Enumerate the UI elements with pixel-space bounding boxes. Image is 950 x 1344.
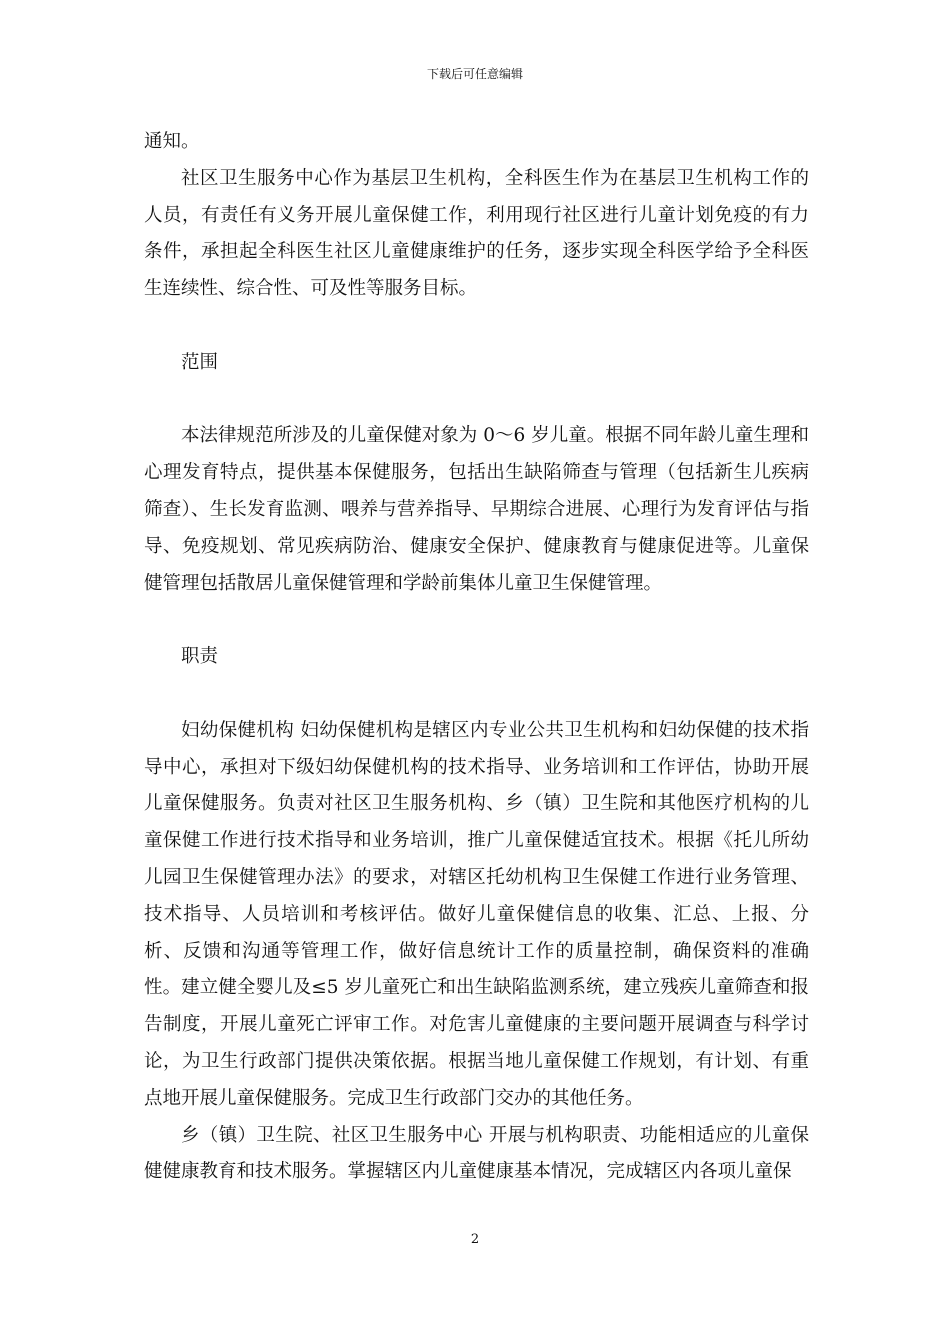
- paragraph-community-health: 社区卫生服务中心作为基层卫生机构，全科医生作为在基层卫生机构工作的人员，有责任有义务开展儿童保健工作，利用现行社区进行儿童计划免疫的有力条件，承担起全科医生社区儿童健康维护的任务，逐步实现全科医学给予全科医生连续性、综合性、可及性等服务目标。: [144, 167, 809, 300]
- page-number: 2: [470, 1232, 480, 1247]
- paragraph-maternal-child-institution: 妇幼保健机构 妇幼保健机构是辖区内专业公共卫生机构和妇幼保健的技术指导中心，承担对下级妇幼保健机构的技术指导、业务培训和工作评估，协助开展儿童保健服务。负责对社区卫生服务机构、乡（镇）卫生院和其他医疗机构的儿童保健工作进行技术指导和业务培训，推广儿童保健适宜技术。根据《托儿所幼儿园卫生保健管理办法》的要求，对辖区托幼机构卫生保健工作进行业务管理、技术指导、人员培训和考核评估。做好儿童保健信息的收集、汇总、上报、分析、反馈和沟通等管理工作，做好信息统计工作的质量控制，确保资料的准确性。建立健全婴儿及≤5 岁儿童死亡和出生缺陷监测系统，建立残疾儿童筛查和报告制度，开展儿童死亡评审工作。对危害儿童健康的主要问题开展调查与科学讨论，为卫生行政部门提供决策依据。根据当地儿童保健工作规划，有计划、有重点地开展儿童保健服务。完成卫生行政部门交办的其他任务。: [144, 719, 809, 1109]
- paragraph-continuation: 通知。: [144, 131, 200, 152]
- section-heading-scope: 范围: [181, 351, 219, 373]
- section-heading-duties: 职责: [181, 646, 219, 668]
- paragraph-township-health-center: 乡（镇）卫生院、社区卫生服务中心 开展与机构职责、功能相适应的儿童保健健康教育和技术服务。掌握辖区内儿童健康基本情况，完成辖区内各项儿童保: [144, 1124, 809, 1183]
- page-header: 下载后可任意编辑: [426, 67, 523, 81]
- paragraph-scope: 本法律规范所涉及的儿童保健对象为 0～6 岁儿童。根据不同年龄儿童生理和心理发育特点，提供基本保健服务，包括出生缺陷筛查与管理（包括新生儿疾病筛查）、生长发育监测、喂养与营养指导、早期综合进展、心理行为发育评估与指导、免疫规划、常见疾病防治、健康安全保护、健康教育与健康促进等。儿童保健管理包括散居儿童保健管理和学龄前集体儿童卫生保健管理。: [144, 425, 809, 594]
- document-body: [144, 124, 809, 1191]
